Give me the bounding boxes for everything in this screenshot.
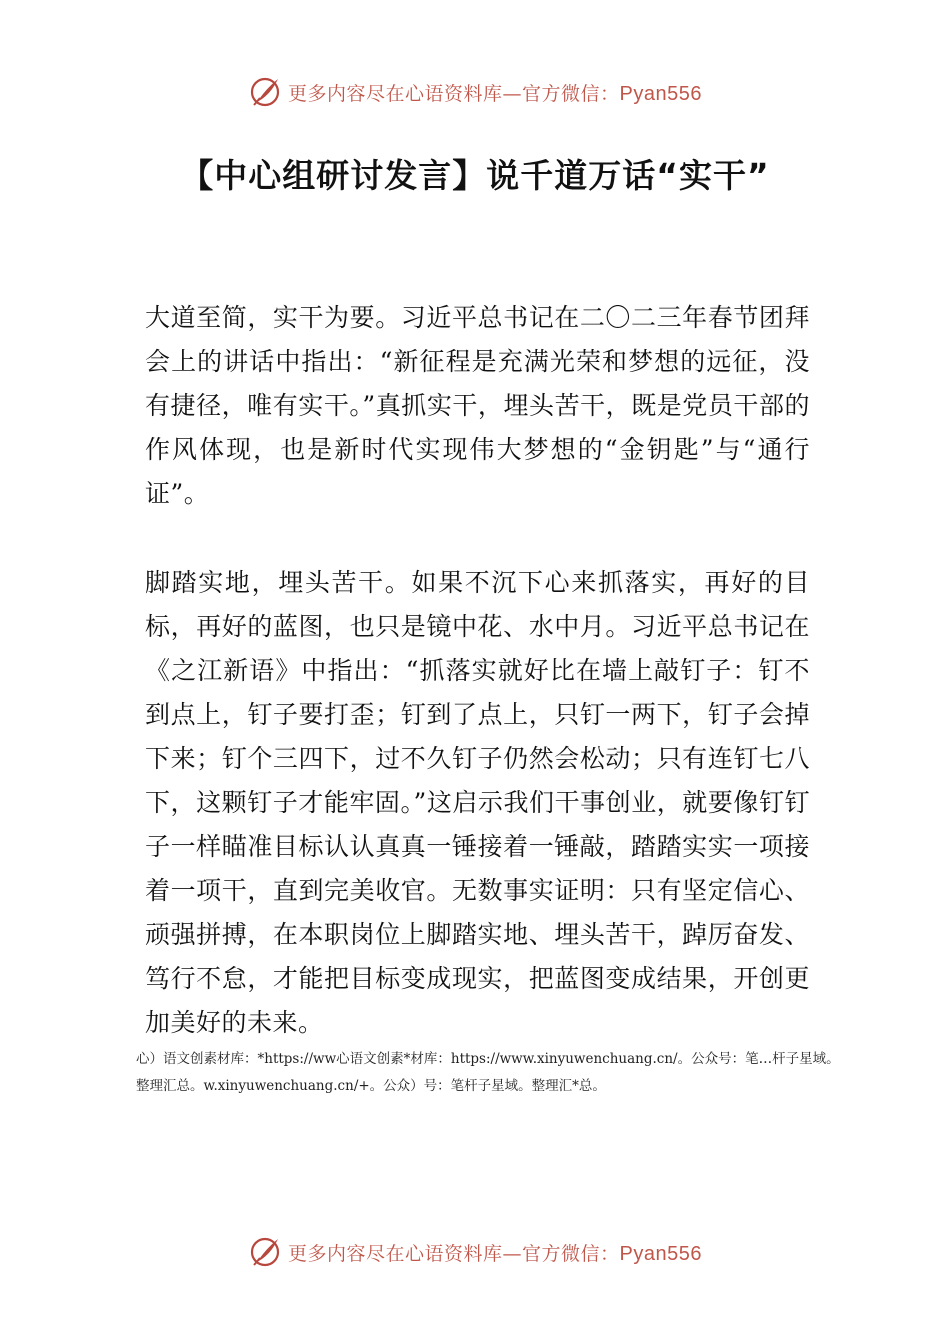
footer-wechat-id: Pyan556 xyxy=(619,1242,702,1265)
paragraph-1: 大道至简，实干为要。习近平总书记在二〇二三年春节团拜会上的讲话中指出：“新征程是充满光荣和梦想的远征，没有捷径，唯有实干。”真抓实干，埋头苦干，既是党员干部的作风体现，也是新时代实现伟大梦想的“金钥匙”与“通行证”。 xyxy=(145,303,810,508)
paragraph-2: 脚踏实地，埋头苦干。如果不沉下心来抓落实，再好的目标，再好的蓝图，也只是镜中花、水中月。习近平总书记在《之江新语》中指出：“抓落实就好比在墙上敲钉子：钉不到点上，钉子要打歪；钉到了点上，只钉一两下，钉子会掉下来；钉个三四下，过不久钉子仍然会松动；只有连钉七八下，这颗钉子才能牢固。”这启示我们干事创业，就要像钉钉子一样瞄准目标认认真真一锤接着一锤敲，踏踏实实一项接着一项干，直到完美收官。无数事实证明：只有坚定信心、顽强拼搏，在本职岗位上脚踏实地、埋头苦干，踔厉奋发、笃行不怠，才能把目标变成现实，把蓝图变成结果，开创更加美好的未来。 xyxy=(145,568,810,1037)
footnote-watermark-text: 心）语文创素材库：*https://ww心语文创素*材库：https://www.xinyuwenchuang.cn/。公众号：笔…杆子星域。整理汇总。w.xinyuwenchuang.cn/+。公众）号：笔杆子星域。整理汇*总。 xyxy=(136,1051,840,1094)
footer-banner xyxy=(0,1232,950,1272)
header-banner-text: 更多内容尽在心语资料库—官方微信：Pyan556 xyxy=(288,82,702,105)
header-wechat-id: Pyan556 xyxy=(619,82,702,105)
footer-banner-text: 更多内容尽在心语资料库—官方微信：Pyan556 xyxy=(288,1242,702,1265)
quill-seal-icon xyxy=(248,75,282,109)
document-title: 【中心组研讨发言】说千道万话“实干” xyxy=(180,156,770,195)
quill-seal-icon xyxy=(248,1235,282,1269)
header-banner xyxy=(0,72,950,112)
